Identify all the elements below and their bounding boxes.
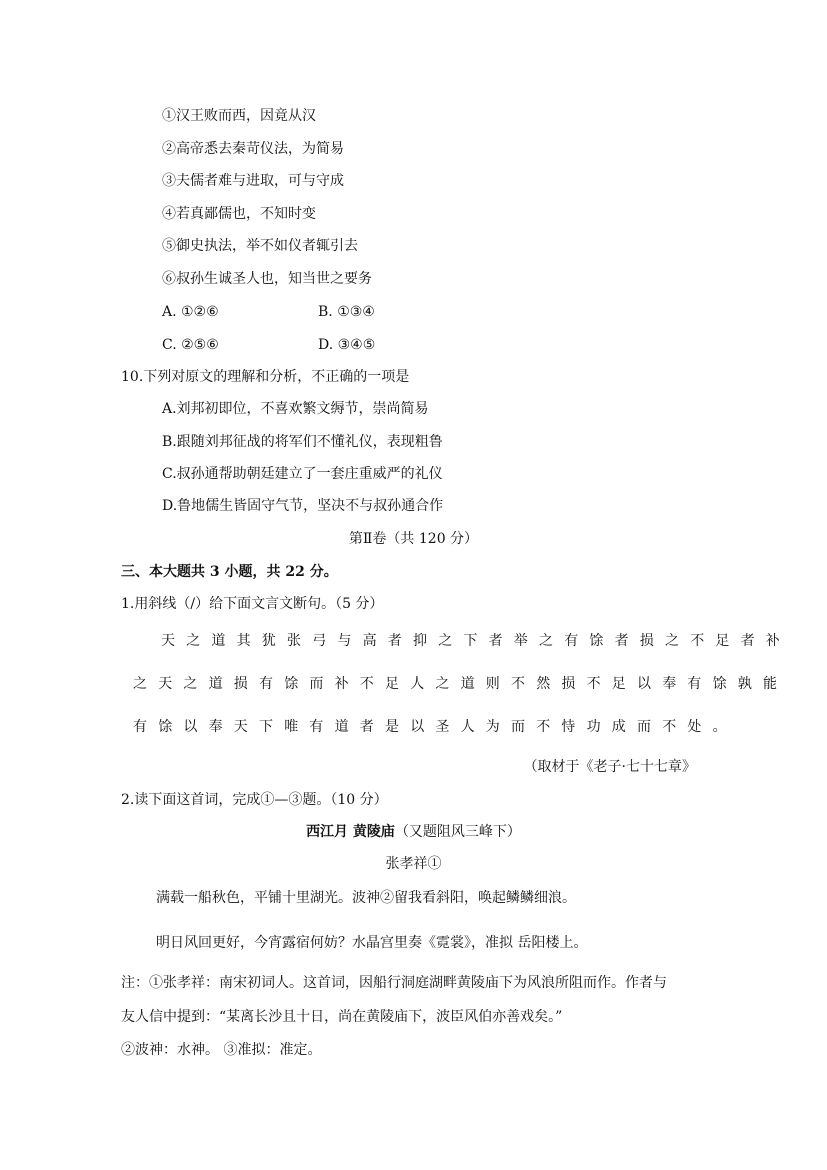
q9-item-2: ②高帝悉去秦苛仪法，为简易 <box>162 141 344 157</box>
q10-option-b: B.跟随刘邦征战的将军们不懂礼仪，表现粗鲁 <box>162 434 443 450</box>
poem-note-2: 友人信中提到：“某离长沙且十日，尚在黄陵庙下，波臣风伯亦善戏矣。” <box>121 1009 563 1025</box>
q10-option-d: D.鲁地儒生皆固守气节，坚决不与叔孙通合作 <box>162 498 444 514</box>
q1-passage-line-2: 之天之道损有馀而补不足人之道则不然损不足以奉有馀孰能 <box>133 676 789 692</box>
poem-note-3: ②波神：水神。 ③准拟：准定。 <box>121 1042 322 1058</box>
q9-item-3: ③夫儒者难与进取，可与守成 <box>162 173 344 189</box>
q1-source: （取材于《老子·七十七章》 <box>523 759 696 775</box>
poem-line-1: 满载一船秋色，平铺十里湖光。波神②留我看斜阳，唤起鳞鳞细浪。 <box>156 890 576 906</box>
volume-2-title: 第Ⅱ卷（共 120 分） <box>348 531 479 547</box>
poem-subtitle: （又题阻风三峰下） <box>394 824 521 840</box>
q9-option-a: A. ①②⑥ <box>162 304 219 320</box>
poem-note-1: 注：①张孝祥：南宋初词人。这首词，因船行洞庭湖畔黄陵庙下为风浪所阻而作。作者与 <box>121 975 667 991</box>
q1-stem: 1.用斜线（/）给下面文言文断句。（5 分） <box>121 596 384 612</box>
q9-item-5: ⑤御史执法，举不如仪者辄引去 <box>162 238 358 254</box>
section-3-heading: 三、本大题共 3 小题，共 22 分。 <box>121 564 338 580</box>
q9-item-6: ⑥叔孙生诚圣人也，知当世之要务 <box>162 271 372 287</box>
q9-option-b: B. ①③④ <box>318 304 375 320</box>
poem-author: 张孝祥① <box>385 856 442 872</box>
q9-option-d: D. ③④⑤ <box>318 337 376 353</box>
poem-title: 西江月 黄陵庙 <box>306 824 395 840</box>
q9-item-4: ④若真鄙儒也，不知时变 <box>162 206 316 222</box>
q1-passage-line-1: 天之道其犹张弓与高者抑之下者举之有馀者损之不足者补 <box>161 633 791 649</box>
q1-passage-line-3: 有馀以奉天下唯有道者是以圣人为而不恃功成而不处。 <box>133 719 738 735</box>
poem-title-line <box>0 822 827 842</box>
q10-option-c: C.叔孙通帮助朝廷建立了一套庄重威严的礼仪 <box>162 466 443 482</box>
q2-stem: 2.读下面这首词，完成①—③题。（10 分） <box>121 792 388 808</box>
q9-option-c: C. ②⑤⑥ <box>162 337 219 353</box>
q9-item-1: ①汉王败而西，因竟从汉 <box>162 108 316 124</box>
poem-line-2: 明日风回更好，今宵露宿何妨？水晶宫里奏《霓裳》，准拟 岳阳楼上。 <box>156 935 588 951</box>
q10-stem: 10.下列对原文的理解和分析，不正确的一项是 <box>121 369 410 385</box>
q10-option-a: A.刘邦初即位，不喜欢繁文缛节，崇尚简易 <box>162 401 429 417</box>
